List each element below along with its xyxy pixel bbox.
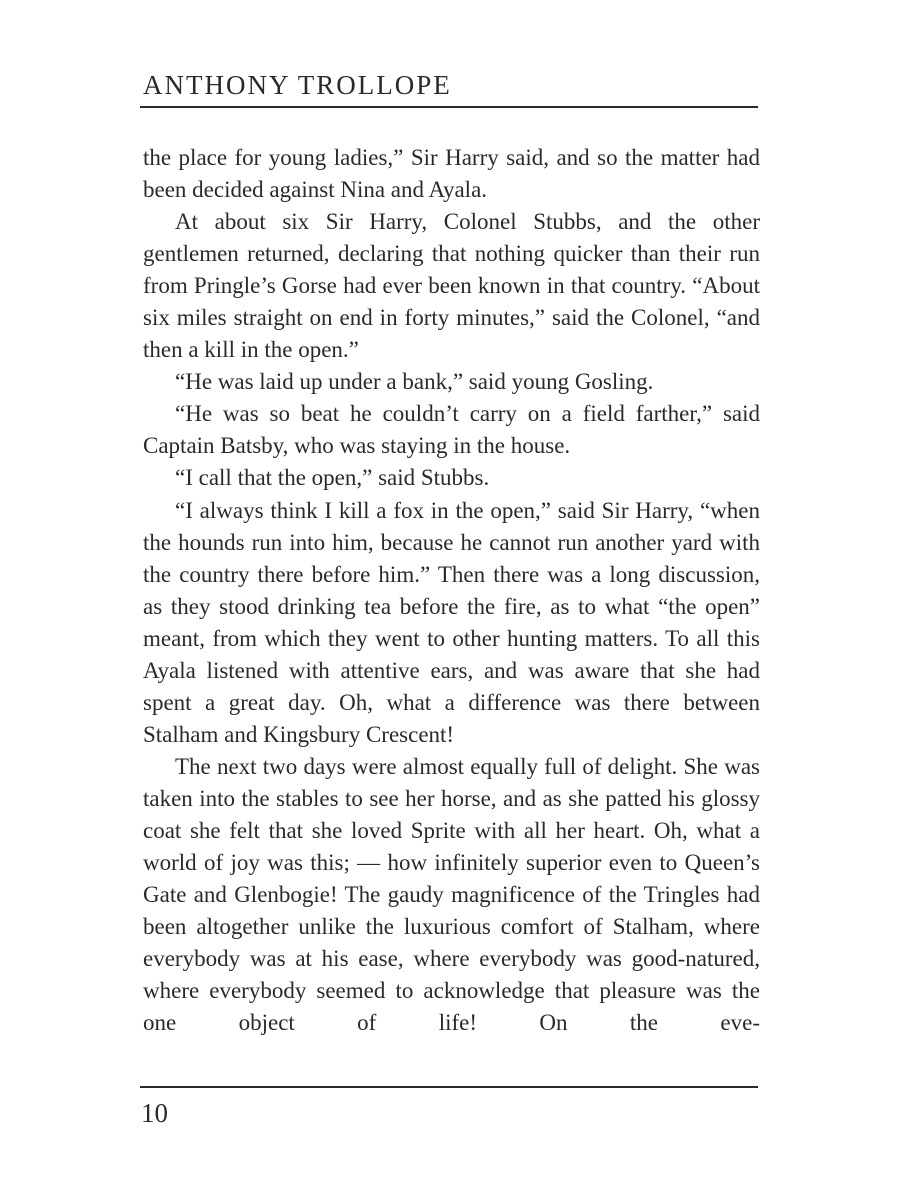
running-head: ANTHONY TROLLOPE — [143, 70, 452, 100]
paragraph: the place for young ladies,” Sir Harry said, and so the matter had been decided against Nina and Ayala. — [143, 145, 760, 203]
page-number: 10 — [141, 1098, 168, 1128]
paragraph: At about six Sir Harry, Colonel Stubbs, and the other gentlemen returned, declaring that nothing quicker than their run from Pringle’s Gorse had ever been known in that country. “About six miles straight on end in forty minutes,” said the Colonel, “and then a kill in the open.” — [143, 209, 760, 363]
footer-rule — [140, 1086, 758, 1088]
paragraph: “He was so beat he couldn’t carry on a field farther,” said Captain Batsby, who was staying in the house. — [143, 401, 760, 459]
paragraph: “I call that the open,” said Stubbs. — [175, 465, 490, 491]
body-text — [143, 142, 760, 1039]
paragraph: “I always think I kill a fox in the open,” said Sir Harry, “when the hounds run into him, because he cannot run another yard with the country there before him.” Then there was a long discussion, as they stood drinking tea before the fire, as to what “the open” meant, from which they went to other hunting matters. To all this Ayala listened with attentive ears, and was aware that she had spent a great day. Oh, what a difference was there between Stalham and Kingsbury Crescent! — [143, 497, 760, 747]
paragraph: “He was laid up under a bank,” said young Gosling. — [175, 369, 654, 395]
paragraph: The next two days were almost equally full of delight. She was taken into the stables to see her horse, and as she patted his glossy coat she felt that she loved Sprite with all her heart. Oh, what a world of joy was this; — how infinitely superior even to Queen’s Gate and Glenbogie! The gaudy magnificence of the Tringles had been altogether unlike the luxurious comfort of Stalham, where everybody was at his ease, where everybody was good-natured, where everybody seemed to acknowledge that pleasure was the one object of life! On the eve- — [143, 753, 760, 1036]
header-rule — [140, 106, 758, 108]
